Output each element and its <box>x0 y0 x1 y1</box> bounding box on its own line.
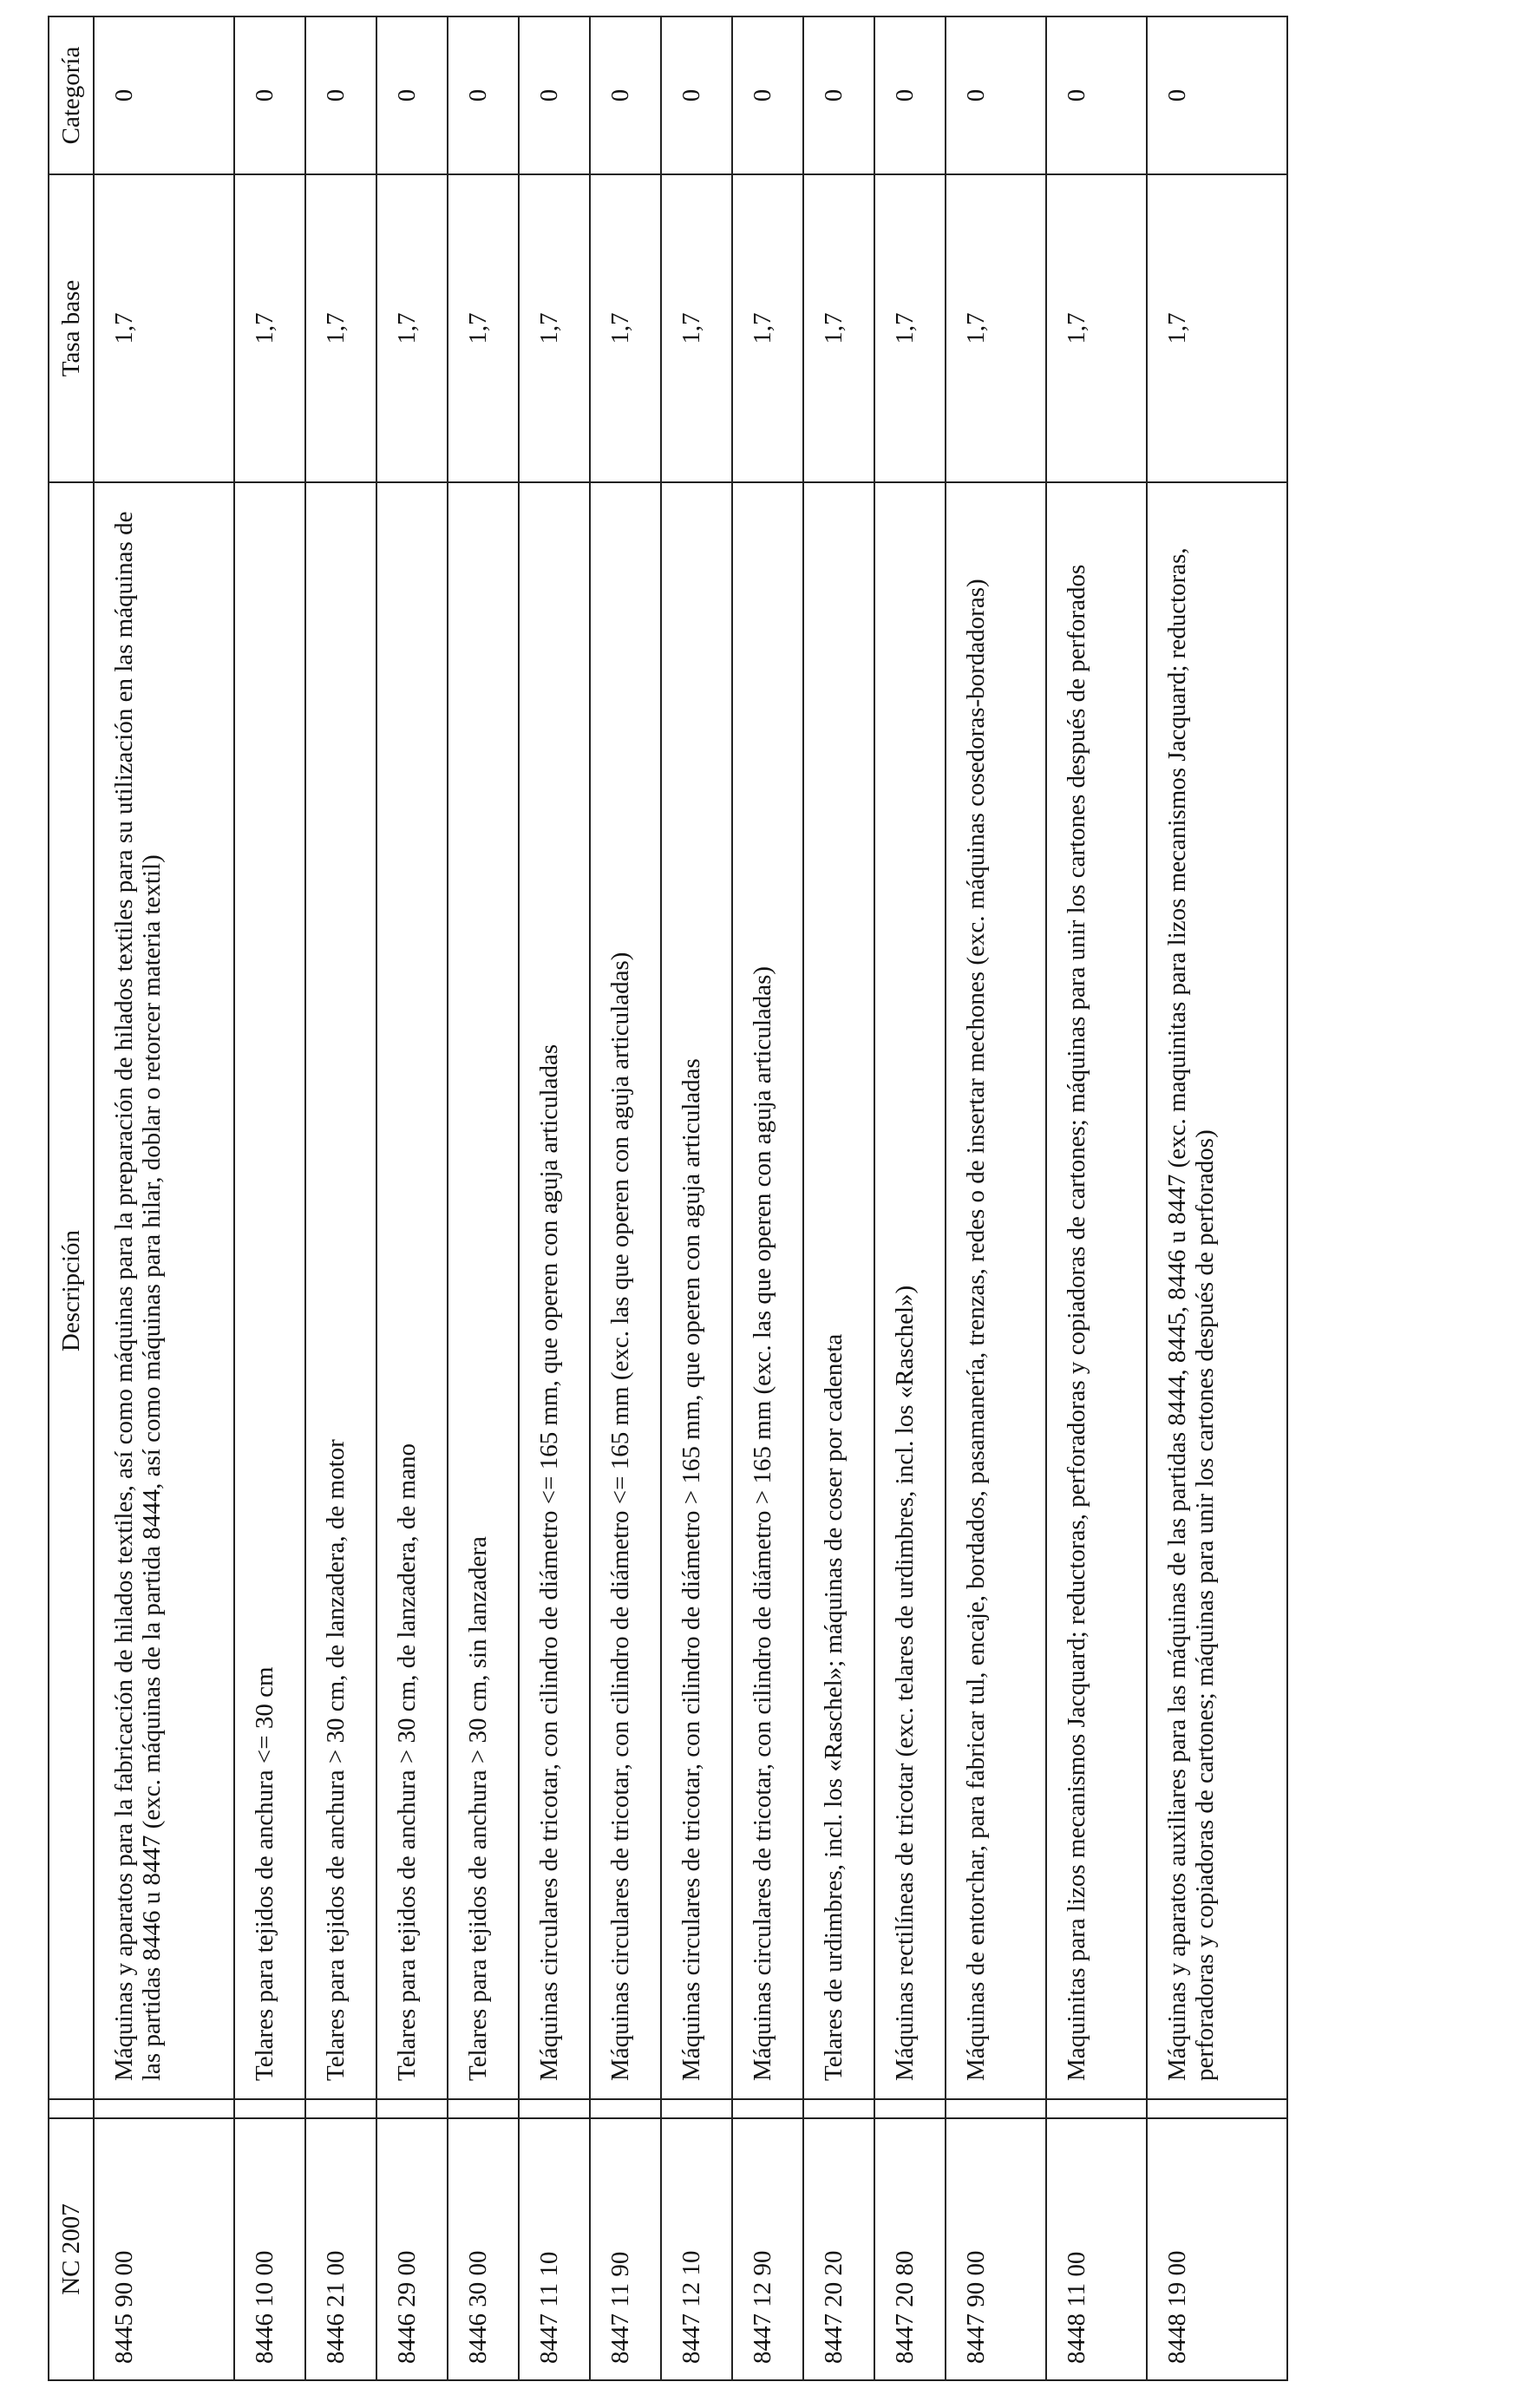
cell-gap <box>946 2099 1046 2118</box>
rotated-table-page <box>48 17 1220 2381</box>
cell-gap <box>1147 2099 1287 2118</box>
cell-description: Telares para tejidos de anchura > 30 cm, de lanzadera, de motor <box>305 482 376 2099</box>
cell-rate: 1,7 <box>874 174 946 482</box>
cell-description: Maquinitas para lizos mecanismos Jacquard; reductoras, perforadoras y copiadoras de cartones; máquinas para unir los cartones después de perforados <box>1046 482 1147 2099</box>
table-row <box>1046 16 1147 2380</box>
cell-code: 8446 30 00 <box>448 2118 519 2380</box>
cell-description: Máquinas circulares de tricotar, con cilindro de diámetro <= 165 mm (exc. las que operen con aguja articuladas) <box>590 482 661 2099</box>
cell-code: 8447 90 00 <box>946 2118 1046 2380</box>
header-category: Categoría <box>49 16 94 174</box>
table-row <box>94 16 234 2380</box>
cell-code: 8447 12 90 <box>732 2118 803 2380</box>
cell-gap <box>234 2099 305 2118</box>
table-row <box>448 16 519 2380</box>
cell-description: Telares de urdimbres, incl. los «Raschel»; máquinas de coser por cadeneta <box>803 482 874 2099</box>
cell-description: Máquinas y aparatos para la fabricación de hilados textiles, así como máquinas para la preparación de hilados textiles para su utilización en las máquinas de las partidas 8446 u 8447 (exc. máquinas de la partida 8444, así como máquinas para hilar, doblar o retorcer materia textil) <box>94 482 234 2099</box>
cell-description: Telares para tejidos de anchura <= 30 cm <box>234 482 305 2099</box>
cell-description: Máquinas circulares de tricotar, con cilindro de diámetro > 165 mm (exc. las que operen con aguja articuladas) <box>732 482 803 2099</box>
cell-code: 8446 10 00 <box>234 2118 305 2380</box>
cell-category: 0 <box>234 16 305 174</box>
cell-category: 0 <box>661 16 732 174</box>
cell-rate: 1,7 <box>305 174 376 482</box>
cell-description: Telares para tejidos de anchura > 30 cm, de lanzadera, de mano <box>376 482 448 2099</box>
header-code: NC 2007 <box>49 2118 94 2380</box>
cell-rate: 1,7 <box>661 174 732 482</box>
cell-code: 8447 11 10 <box>519 2118 590 2380</box>
cell-rate: 1,7 <box>946 174 1046 482</box>
cell-code: 8447 12 10 <box>661 2118 732 2380</box>
cell-category: 0 <box>1147 16 1287 174</box>
cell-gap <box>874 2099 946 2118</box>
cell-rate: 1,7 <box>803 174 874 482</box>
cell-description: Máquinas circulares de tricotar, con cilindro de diámetro > 165 mm, que operen con aguja articuladas <box>661 482 732 2099</box>
cell-category: 0 <box>590 16 661 174</box>
cell-rate: 1,7 <box>1147 174 1287 482</box>
cell-description: Telares para tejidos de anchura > 30 cm, sin lanzadera <box>448 482 519 2099</box>
cell-description: Máquinas y aparatos auxiliares para las máquinas de las partidas 8444, 8445, 8446 u 8447 (exc. maquinitas para lizos mecanismos Jacquard; reductoras, perforadoras y copiadoras de cartones; máquinas para unir los cartones después de perforados) <box>1147 482 1287 2099</box>
table-row <box>874 16 946 2380</box>
cell-rate: 1,7 <box>94 174 234 482</box>
table-row <box>1147 16 1287 2380</box>
table-row <box>234 16 305 2380</box>
cell-code: 8446 21 00 <box>305 2118 376 2380</box>
cell-gap <box>661 2099 732 2118</box>
cell-description: Máquinas circulares de tricotar, con cilindro de diámetro <= 165 mm, que operen con aguja articuladas <box>519 482 590 2099</box>
cell-rate: 1,7 <box>732 174 803 482</box>
cell-gap <box>448 2099 519 2118</box>
cell-gap <box>1046 2099 1147 2118</box>
table-row <box>519 16 590 2380</box>
cell-code: 8448 11 00 <box>1046 2118 1147 2380</box>
table-row <box>946 16 1046 2380</box>
table-row <box>590 16 661 2380</box>
header-gap <box>49 2099 94 2118</box>
cell-gap <box>803 2099 874 2118</box>
cell-code: 8447 11 90 <box>590 2118 661 2380</box>
cell-category: 0 <box>305 16 376 174</box>
cell-rate: 1,7 <box>519 174 590 482</box>
cell-category: 0 <box>946 16 1046 174</box>
cell-category: 0 <box>1046 16 1147 174</box>
cell-gap <box>732 2099 803 2118</box>
cell-category: 0 <box>874 16 946 174</box>
table-row <box>803 16 874 2380</box>
cell-code: 8448 19 00 <box>1147 2118 1287 2380</box>
cell-code: 8447 20 20 <box>803 2118 874 2380</box>
cell-gap <box>376 2099 448 2118</box>
cell-code: 8445 90 00 <box>94 2118 234 2380</box>
cell-rate: 1,7 <box>234 174 305 482</box>
cell-rate: 1,7 <box>448 174 519 482</box>
cell-category: 0 <box>519 16 590 174</box>
cell-gap <box>519 2099 590 2118</box>
cell-category: 0 <box>94 16 234 174</box>
cell-category: 0 <box>732 16 803 174</box>
table-row <box>732 16 803 2380</box>
header-description: Descripción <box>49 482 94 2099</box>
table-row <box>305 16 376 2380</box>
cell-gap <box>590 2099 661 2118</box>
cell-gap <box>94 2099 234 2118</box>
cell-rate: 1,7 <box>376 174 448 482</box>
cell-category: 0 <box>448 16 519 174</box>
cell-code: 8446 29 00 <box>376 2118 448 2380</box>
cell-rate: 1,7 <box>590 174 661 482</box>
header-row <box>49 16 94 2380</box>
cell-code: 8447 20 80 <box>874 2118 946 2380</box>
table-row <box>661 16 732 2380</box>
cell-description: Máquinas rectilíneas de tricotar (exc. telares de urdimbres, incl. los «Raschel») <box>874 482 946 2099</box>
tariff-table <box>48 16 1288 2381</box>
header-rate: Tasa base <box>49 174 94 482</box>
cell-category: 0 <box>803 16 874 174</box>
table-row <box>376 16 448 2380</box>
cell-category: 0 <box>376 16 448 174</box>
cell-description: Máquinas de entorchar, para fabricar tul, encaje, bordados, pasamanería, trenzas, redes o de insertar mechones (exc. máquinas cosedoras-bordadoras) <box>946 482 1046 2099</box>
cell-gap <box>305 2099 376 2118</box>
cell-rate: 1,7 <box>1046 174 1147 482</box>
